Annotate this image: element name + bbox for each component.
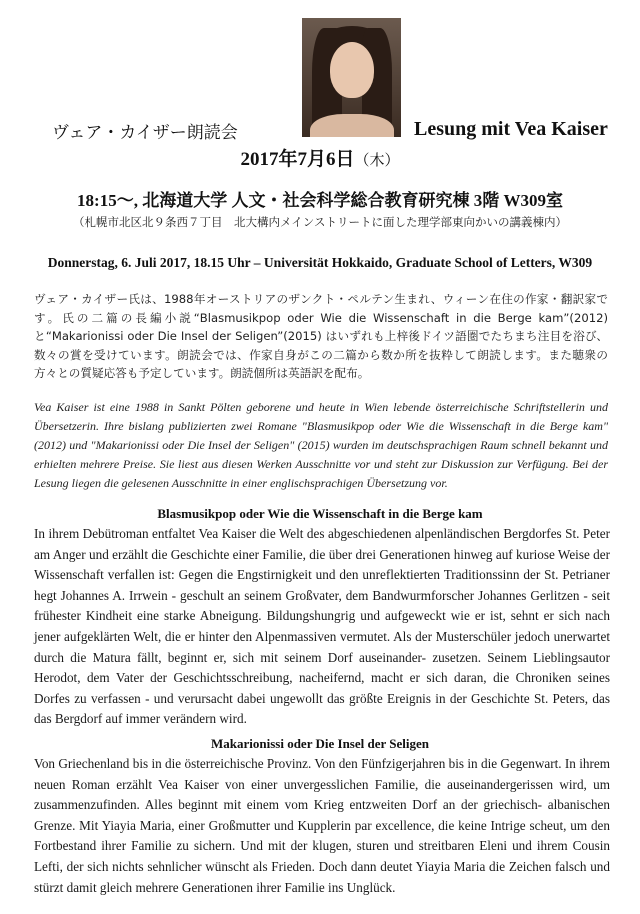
event-date — [0, 144, 640, 171]
event-venue: 18:15～, 北海道大学 人文・社会科学総合教育研究棟 3階 W309室 — [77, 191, 563, 210]
title-german: Lesung mit Vea Kaiser — [414, 118, 608, 140]
event-address: （札幌市北区北９条西７丁目 北大構内メインストリートに面した理学部東向かいの講義棟内） — [73, 215, 567, 229]
title-japanese: ヴェア・カイザー朗読会 — [52, 123, 238, 143]
author-photo — [302, 18, 401, 137]
event-line-german: Donnerstag, 6. Juli 2017, 18.15 Uhr – Universität Hokkaido, Graduate School of Letters, W309 — [47, 255, 593, 270]
photo-shoulders — [310, 114, 394, 137]
photo-face — [330, 42, 374, 98]
intro-german: Vea Kaiser ist eine 1988 in Sankt Pölten geborene und heute in Wien lebende österreichische Schriftstellerin und Übersetzerin. Ihre bislang publizierten zwei Romane "Blasmusikpop oder Wie die Wissenschaft in die Berge kam" (2012) und "Makarionissi oder Die Insel der Seligen" (2015) wurden im deutschsprachigen Raum schnell bekannt und erhielten mehrere Preise. Sie liest aus diesen Werken Ausschnitte vor und steht zur Diskussion zur Verfügung. Bei der Lesung liegen die gelesenen Ausschnitte in einer englischsprachigen Übersetzung vor. — [34, 400, 608, 490]
event-date-text: 2017年7月6日 — [240, 149, 355, 170]
section2-text: Von Griechenland bis in die österreichische Provinz. Von den Fünfzigerjahren bis in die Gegenwart. In ihrem neuen Roman erzählt Vea Kaiser von einer unvergesslichen Familie, die auseinandergerissen wird, um zusammenzufinden. Alles beginnt mit einem vom Krieg entzweiten Dorf an der griechisch- albanischen Grenze. Mit Yiayia Maria, einer Großmutter und Kupplerin par excellence, die keine Intrige scheut, um den Fortbestand ihrer Familie zu sichern. Und mit der klugen, sturen und streitbaren Eleni und ihrem Cousin Lefti, der sich nichts sehnlicher wünscht als Frieden. Doch dann deutet Yiayia Maria die Zeichen falsch und stürzt damit gleich mehrere Generationen ihrer Familie ins Unglück. — [34, 756, 610, 895]
section1-heading: Blasmusikpop oder Wie die Wissenschaft in die Berge kam — [157, 506, 483, 521]
event-day-of-week: （木） — [354, 153, 400, 169]
section1-text: In ihrem Debütroman entfaltet Vea Kaiser die Welt des abgeschiedenen alpenländischen Bergdorfes St. Peter am Anger und erzählt die Geschichte einer Familie, die über drei Generationen hinweg auf kuriose Weise der Wissenschaft verfallen ist: Gegen die Engstirnigkeit und den unreflektierten Traditionssinn der St. Petrianer hegt Johannes A. Irrwein - geschult an seinem Großvater, dem Bandwurmforscher Johannes Gerlitzen - seit frühester Kindheit eine starke Abneigung. Bildungshungrig und aufgeweckt wie er ist, sehnt er sich nach jener aufgeklärten Welt, die er hinter den Alpenmassiven vermutet. Als der Musterschüler jedoch unerwartet durch die Matura fällt, beginnt er, sich mit seinem Dorf auseinander- zusetzen. Seinem Lieblingsautor Herodot, dem Vater der Geschichtsschreibung, nacheifernd, macht er sich daran, die Chroniken seines Dorfes zu verfassen - und verursacht dabei ungewollt das größte Ereignis in der Geschichte St. Peters, das das Bergdorf auf immer verändern wird. — [34, 526, 610, 727]
intro-japanese: ヴェア・カイザー氏は、1988年オーストリアのザンクト・ペルテン生まれ、ウィーン在住の作家・翻訳家です。氏の二篇の長編小説“Blasmusikpop oder Wie die Wissenschaft in die Berge kam”(2012) と“Makarionissi oder Die Insel der Seligen”(2015) はいずれも上梓後ドイツ語圏でたちまち注目を浴び、数々の賞を受けています。朗読会では、作家自身がこの二篇から数か所を抜粋して朗読します。また聴衆の方々との質疑応答も予定しています。朗読個所は英語訳を配布。 — [34, 292, 608, 381]
section2-heading: Makarionissi oder Die Insel der Seligen — [211, 736, 429, 751]
